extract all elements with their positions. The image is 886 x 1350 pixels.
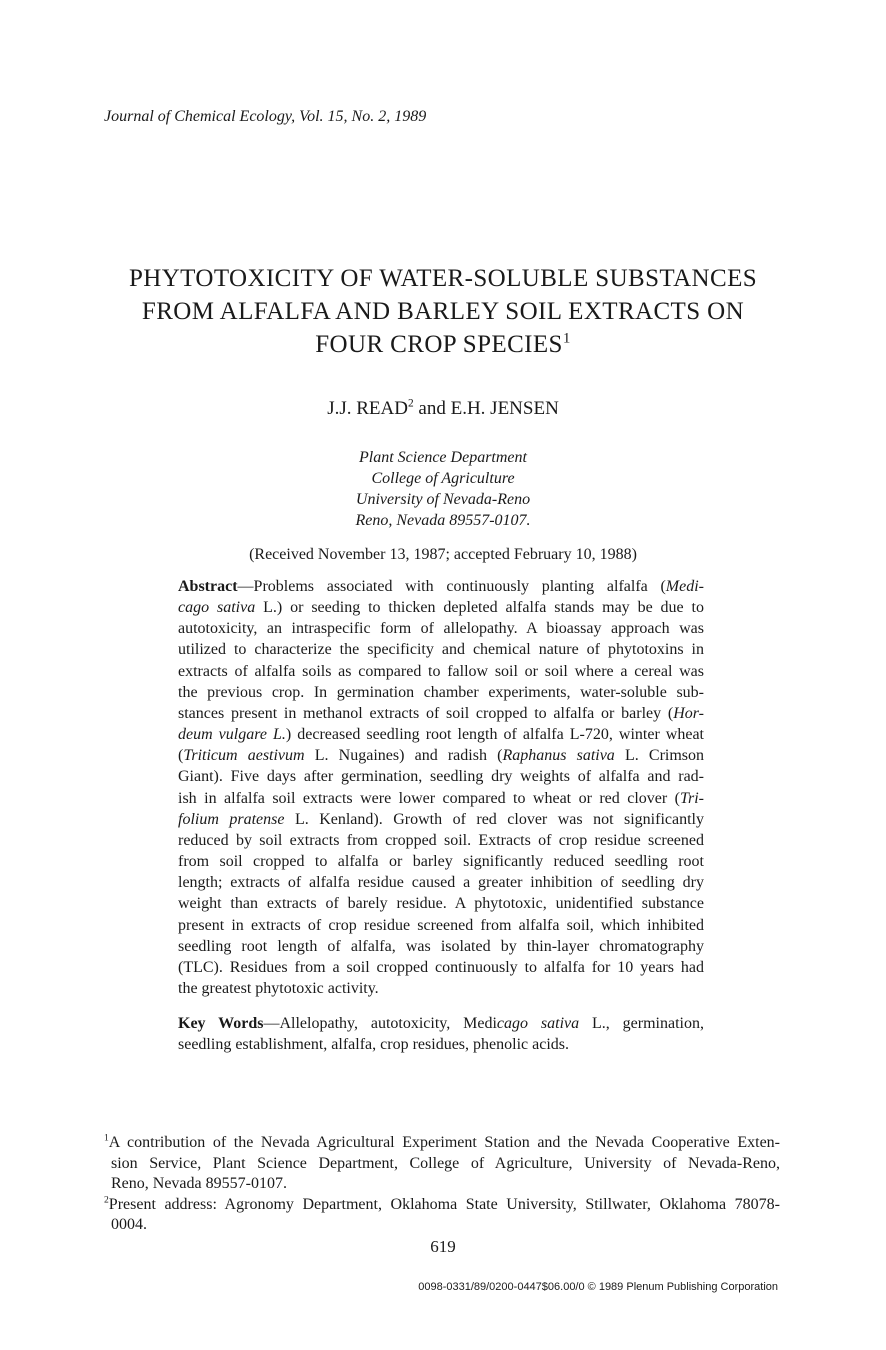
footnote-1-text: A contribution of the Nevada Agricultural Experiment Station and the Nevada Cooperative Exten- bbox=[108, 1134, 780, 1151]
affiliation-line-2: College of Agriculture bbox=[371, 470, 515, 487]
section-gap bbox=[178, 999, 704, 1013]
footnote-line: sion Service, Plant Science Department, College of Agriculture, University of Nevada-Reno, bbox=[111, 1154, 780, 1172]
abstract-line: length; extracts of alfalfa residue caused a greater inhibition of seedling dry bbox=[178, 874, 704, 892]
footnote-2-mark: 2 bbox=[104, 1194, 109, 1206]
author-conjunction: and bbox=[418, 398, 446, 419]
affiliation-line-3: University of Nevada-Reno bbox=[355, 491, 531, 508]
author-1-footnote-mark: 2 bbox=[407, 397, 414, 410]
abstract-line: reduced by soil extracts from cropped soil. Extracts of crop residue screened bbox=[178, 831, 704, 849]
abstract-line: (TLC). Residues from a soil cropped continuously to alfalfa for 10 years had bbox=[178, 958, 704, 976]
abstract-line: (Triticum aestivum L. Nugaines) and radish (Raphanus sativa L. Crimson bbox=[178, 747, 705, 765]
footnote-line bbox=[104, 1195, 780, 1216]
abstract-line bbox=[178, 576, 704, 597]
title-footnote-mark: 1 bbox=[562, 330, 571, 347]
journal-header: Journal of Chemical Ecology, Vol. 15, No. 2, 1989 bbox=[104, 108, 427, 125]
affiliation-line-4: Reno, Nevada 89557-0107. bbox=[355, 512, 531, 529]
title-line-3 bbox=[60, 328, 826, 361]
abstract-heading: Abstract bbox=[178, 578, 238, 595]
footnote-line: 0004. bbox=[111, 1216, 147, 1233]
abstract-line: utilized to characterize the specificity and chemical nature of phytotoxins in bbox=[178, 641, 704, 659]
author-1: J.J. READ bbox=[327, 398, 408, 419]
author-list bbox=[60, 398, 826, 420]
article-title bbox=[60, 262, 826, 361]
copyright-line: 0098-0331/89/0200-0447$06.00/0 © 1989 Plenum Publishing Corporation bbox=[418, 1281, 778, 1293]
abstract-line: seedling root length of alfalfa, was isolated by thin-layer chromatography bbox=[178, 937, 704, 955]
footnote-1 bbox=[104, 1133, 780, 1195]
abstract-line: the greatest phytotoxic activity. bbox=[178, 979, 379, 997]
affiliation-line-1: Plant Science Department bbox=[359, 449, 527, 466]
abstract-line-text: —Problems associated with continuously planting alfalfa (Medi- bbox=[237, 578, 704, 595]
page-number: 619 bbox=[430, 1237, 456, 1256]
received-dates: (Received November 13, 1987; accepted February 10, 1988) bbox=[249, 546, 637, 563]
footnote-2 bbox=[104, 1195, 780, 1236]
footnotes bbox=[104, 1133, 780, 1236]
abstract-block bbox=[178, 576, 704, 1055]
footnote-1-mark: 1 bbox=[104, 1132, 109, 1144]
footnote-line: Reno, Nevada 89557-0107. bbox=[111, 1175, 287, 1192]
footnote-line bbox=[104, 1133, 780, 1154]
abstract-line: folium pratense L. Kenland). Growth of red clover was not significantly bbox=[178, 810, 704, 828]
key-words-line: seedling establishment, alfalfa, crop residues, phenolic acids. bbox=[178, 1036, 569, 1054]
abstract-line: ish in alfalfa soil extracts were lower compared to wheat or red clover (Tri- bbox=[178, 789, 704, 807]
abstract-line: cago sativa L.) or seeding to thicken depleted alfalfa stands may be due to bbox=[178, 599, 704, 617]
abstract-line: stances present in methanol extracts of soil cropped to alfalfa or barley (Hor- bbox=[178, 704, 704, 722]
title-line-1: PHYTOTOXICITY OF WATER-SOLUBLE SUBSTANCES bbox=[128, 265, 758, 292]
abstract-line: the previous crop. In germination chamber experiments, water-soluble sub- bbox=[178, 683, 704, 701]
key-words-heading: Key Words bbox=[178, 1015, 264, 1033]
abstract-line: deum vulgare L.) decreased seedling root length of alfalfa L-720, winter wheat bbox=[178, 726, 704, 744]
abstract-line: present in extracts of crop residue screened from alfalfa soil, which inhibited bbox=[178, 916, 704, 934]
abstract-line: from soil cropped to alfalfa or barley significantly reduced seedling root bbox=[178, 853, 704, 871]
abstract-line: weight than extracts of barely residue. A phytotoxic, unidentified substance bbox=[178, 895, 704, 913]
key-words-line bbox=[178, 1013, 704, 1034]
title-line-3-text: FOUR CROP SPECIES bbox=[315, 331, 563, 358]
title-line-2: FROM ALFALFA AND BARLEY SOIL EXTRACTS ON bbox=[141, 298, 745, 325]
footnote-2-text: Present address: Agronomy Department, Oklahoma State University, Stillwater, Oklahoma 78078- bbox=[108, 1195, 780, 1213]
affiliation bbox=[60, 447, 826, 531]
author-2: E.H. JENSEN bbox=[450, 398, 559, 419]
abstract-line: extracts of alfalfa soils as compared to fallow soil or soil where a cereal was bbox=[178, 662, 704, 680]
abstract-line: autotoxicity, an intraspecific form of allelopathy. A bioassay approach was bbox=[178, 620, 704, 638]
key-words-text: —Allelopathy, autotoxicity, Medicago sativa L., germination, bbox=[263, 1015, 704, 1033]
abstract-line: Giant). Five days after germination, seedling dry weights of alfalfa and rad- bbox=[178, 768, 704, 786]
